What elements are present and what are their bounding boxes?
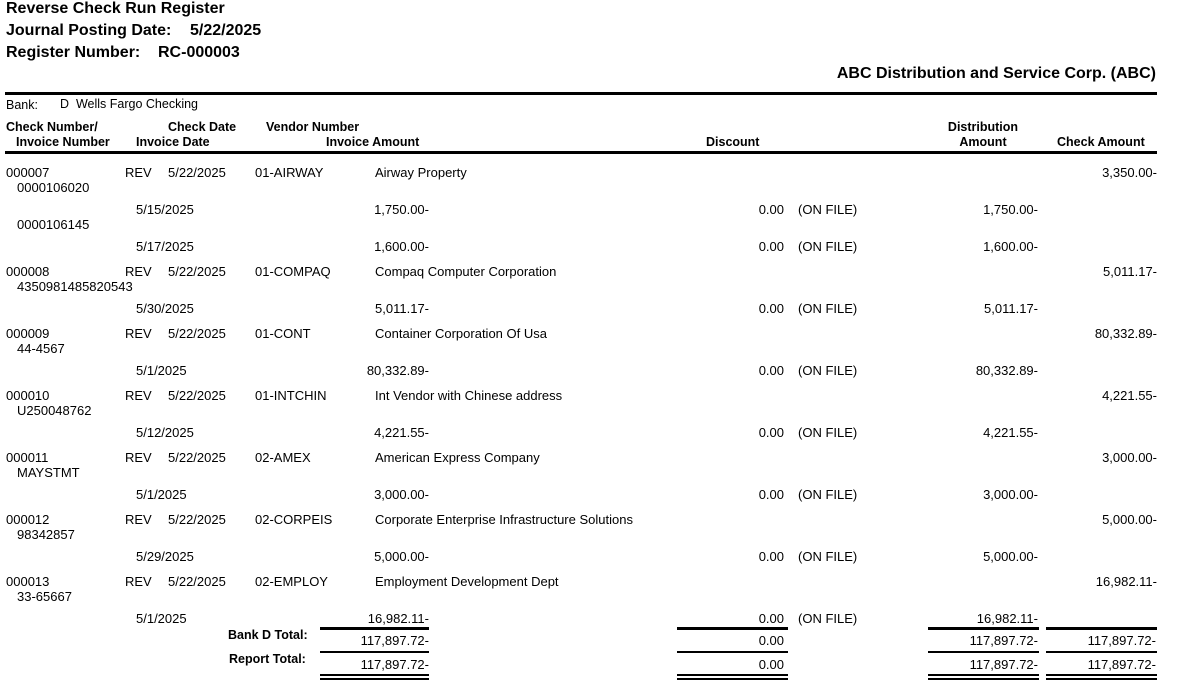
invoice-date: 5/15/2025 (136, 202, 194, 217)
col-check-date: Check Date (168, 120, 237, 134)
report-total-distribution: 117,897.72- (969, 657, 1038, 672)
col-invoice-amount: Invoice Amount (326, 135, 420, 149)
vendor-number: 01-COMPAQ (255, 264, 331, 279)
check-date: 5/22/2025 (168, 264, 226, 279)
check-date: 5/22/2025 (168, 574, 226, 589)
check-number: 000011 (6, 450, 49, 465)
double-rule-invoice-bottom (320, 678, 429, 680)
double-rule-discount-top (677, 674, 788, 676)
vendor-name: Corporate Enterprise Infrastructure Solutions (375, 512, 633, 527)
company-name: ABC Distribution and Service Corp. (ABC) (836, 65, 1156, 82)
invoice-status: (ON FILE) (798, 239, 858, 254)
check-date: 5/22/2025 (168, 326, 226, 341)
invoice-date: 5/17/2025 (136, 239, 194, 254)
invoice-number: 0000106020 (17, 180, 90, 195)
invoice-number: U250048762 (17, 403, 92, 418)
invoice-discount: 0.00 (758, 425, 784, 440)
invoice-status: (ON FILE) (798, 611, 858, 626)
vendor-number: 01-INTCHIN (255, 388, 327, 403)
invoice-discount: 0.00 (758, 301, 784, 316)
bank-value: D Wells Fargo Checking (60, 97, 199, 111)
double-rule-distribution-bottom (928, 678, 1039, 680)
bank-total-discount: 0.00 (758, 633, 784, 648)
invoice-status: (ON FILE) (798, 301, 858, 316)
bank-total-invoice-amount: 117,897.72- (360, 633, 429, 648)
report-total-invoice-amount: 117,897.72- (360, 657, 429, 672)
distribution-amount: 4,221.55- (983, 425, 1038, 440)
posting-date-label: Journal Posting Date: (6, 22, 172, 39)
double-rule-discount-bottom (677, 678, 788, 680)
vendor-number: 02-AMEX (255, 450, 311, 465)
vendor-name: American Express Company (375, 450, 540, 465)
invoice-date: 5/29/2025 (136, 549, 194, 564)
report-total-distribution-rule (928, 651, 1039, 653)
check-number: 000008 (6, 264, 50, 279)
invoice-amount: 5,011.17- (375, 301, 429, 316)
invoice-date: 5/1/2025 (136, 611, 187, 626)
report-total-check-amount: 117,897.72- (1087, 657, 1156, 672)
posting-date: 5/22/2025 (190, 22, 262, 39)
check-number: 000009 (6, 326, 50, 341)
invoice-amount: 5,000.00- (374, 549, 429, 564)
col-discount: Discount (706, 135, 760, 149)
check-amount: 80,332.89- (1094, 326, 1157, 341)
distribution-amount: 3,000.00- (983, 487, 1038, 502)
report-title: Reverse Check Run Register (6, 0, 225, 17)
invoice-date: 5/30/2025 (136, 301, 194, 316)
check-type: REV (125, 388, 152, 403)
invoice-status: (ON FILE) (798, 363, 858, 378)
col-check-amount: Check Amount (1057, 135, 1145, 149)
report-total-discount-rule (677, 651, 788, 653)
vendor-number: 02-CORPEIS (255, 512, 333, 527)
header-rule (5, 92, 1157, 95)
check-number: 000007 (6, 165, 50, 180)
double-rule-invoice-top (320, 674, 429, 676)
vendor-number: 01-CONT (255, 326, 311, 341)
distribution-amount: 1,750.00- (983, 202, 1038, 217)
invoice-discount: 0.00 (758, 239, 784, 254)
invoice-amount: 4,221.55- (374, 425, 429, 440)
bank-total-distribution-rule (928, 627, 1039, 630)
invoice-number: MAYSTMT (17, 465, 80, 480)
invoice-discount: 0.00 (758, 549, 784, 564)
invoice-amount: 1,750.00- (374, 202, 429, 217)
invoice-date: 5/12/2025 (136, 425, 194, 440)
invoice-date: 5/1/2025 (136, 363, 187, 378)
bank-total-check-amount: 117,897.72- (1087, 633, 1156, 648)
bank-total-discount-rule (677, 627, 788, 630)
report-total-discount: 0.00 (758, 657, 784, 672)
col-vendor-number: Vendor Number (266, 120, 360, 134)
check-number: 000010 (6, 388, 50, 403)
invoice-date: 5/1/2025 (136, 487, 187, 502)
col-invoice-number: Invoice Number (16, 135, 110, 149)
report-total-invoice-rule (320, 651, 429, 653)
vendor-name: Container Corporation Of Usa (375, 326, 547, 341)
vendor-number: 02-EMPLOY (255, 574, 328, 589)
invoice-number: 4350981485820543 (17, 279, 133, 294)
invoice-amount: 1,600.00- (374, 239, 429, 254)
bank-total-label: Bank D Total: (228, 628, 308, 642)
check-type: REV (125, 512, 152, 527)
bank-total-check-rule (1046, 627, 1157, 630)
vendor-number: 01-AIRWAY (255, 165, 324, 180)
report-total-label: Report Total: (229, 652, 306, 666)
check-number: 000012 (6, 512, 50, 527)
check-number: 000013 (6, 574, 50, 589)
check-date: 5/22/2025 (168, 512, 226, 527)
distribution-amount: 5,000.00- (983, 549, 1038, 564)
distribution-amount: 5,011.17- (984, 301, 1038, 316)
check-date: 5/22/2025 (168, 388, 226, 403)
col-distribution-amount: Amount (959, 135, 1007, 149)
column-header-rule (5, 151, 1157, 154)
check-date: 5/22/2025 (168, 165, 226, 180)
bank-label: Bank: (6, 98, 38, 112)
check-amount: 3,000.00- (1102, 450, 1157, 465)
double-rule-distribution-top (928, 674, 1039, 676)
check-type: REV (125, 264, 152, 279)
invoice-discount: 0.00 (758, 363, 784, 378)
bank-total-invoice-rule (320, 627, 429, 630)
vendor-name: Compaq Computer Corporation (375, 264, 557, 279)
col-distribution: Distribution (947, 120, 1019, 134)
report-total-check-rule (1046, 651, 1157, 653)
check-date: 5/22/2025 (168, 450, 226, 465)
check-amount: 3,350.00- (1102, 165, 1157, 180)
invoice-discount: 0.00 (758, 487, 784, 502)
check-type: REV (125, 326, 152, 341)
invoice-amount: 16,982.11- (367, 611, 429, 626)
check-amount: 16,982.11- (1095, 574, 1157, 589)
invoice-amount: 3,000.00- (374, 487, 429, 502)
vendor-name: Airway Property (375, 165, 467, 180)
distribution-amount: 80,332.89- (975, 363, 1038, 378)
distribution-amount: 16,982.11- (976, 611, 1038, 626)
invoice-discount: 0.00 (758, 202, 784, 217)
invoice-status: (ON FILE) (798, 487, 858, 502)
invoice-number: 98342857 (17, 527, 75, 542)
invoice-number: 0000106145 (17, 217, 90, 232)
distribution-amount: 1,600.00- (983, 239, 1038, 254)
check-type: REV (125, 165, 152, 180)
invoice-discount: 0.00 (758, 611, 784, 626)
invoice-number: 33-65667 (17, 589, 72, 604)
register-number-label: Register Number: (6, 44, 141, 61)
bank-total-distribution: 117,897.72- (969, 633, 1038, 648)
invoice-status: (ON FILE) (798, 425, 858, 440)
check-amount: 5,000.00- (1102, 512, 1157, 527)
vendor-name: Int Vendor with Chinese address (375, 388, 563, 403)
invoice-status: (ON FILE) (798, 202, 858, 217)
register-number: RC-000003 (158, 44, 240, 61)
vendor-name: Employment Development Dept (375, 574, 559, 589)
invoice-status: (ON FILE) (798, 549, 858, 564)
check-type: REV (125, 574, 152, 589)
double-rule-check-top (1046, 674, 1157, 676)
check-type: REV (125, 450, 152, 465)
invoice-number: 44-4567 (17, 341, 65, 356)
check-amount: 4,221.55- (1102, 388, 1157, 403)
check-amount: 5,011.17- (1103, 264, 1157, 279)
double-rule-check-bottom (1046, 678, 1157, 680)
col-check-number: Check Number/ (6, 120, 98, 134)
invoice-amount: 80,332.89- (366, 363, 429, 378)
col-invoice-date: Invoice Date (136, 135, 210, 149)
